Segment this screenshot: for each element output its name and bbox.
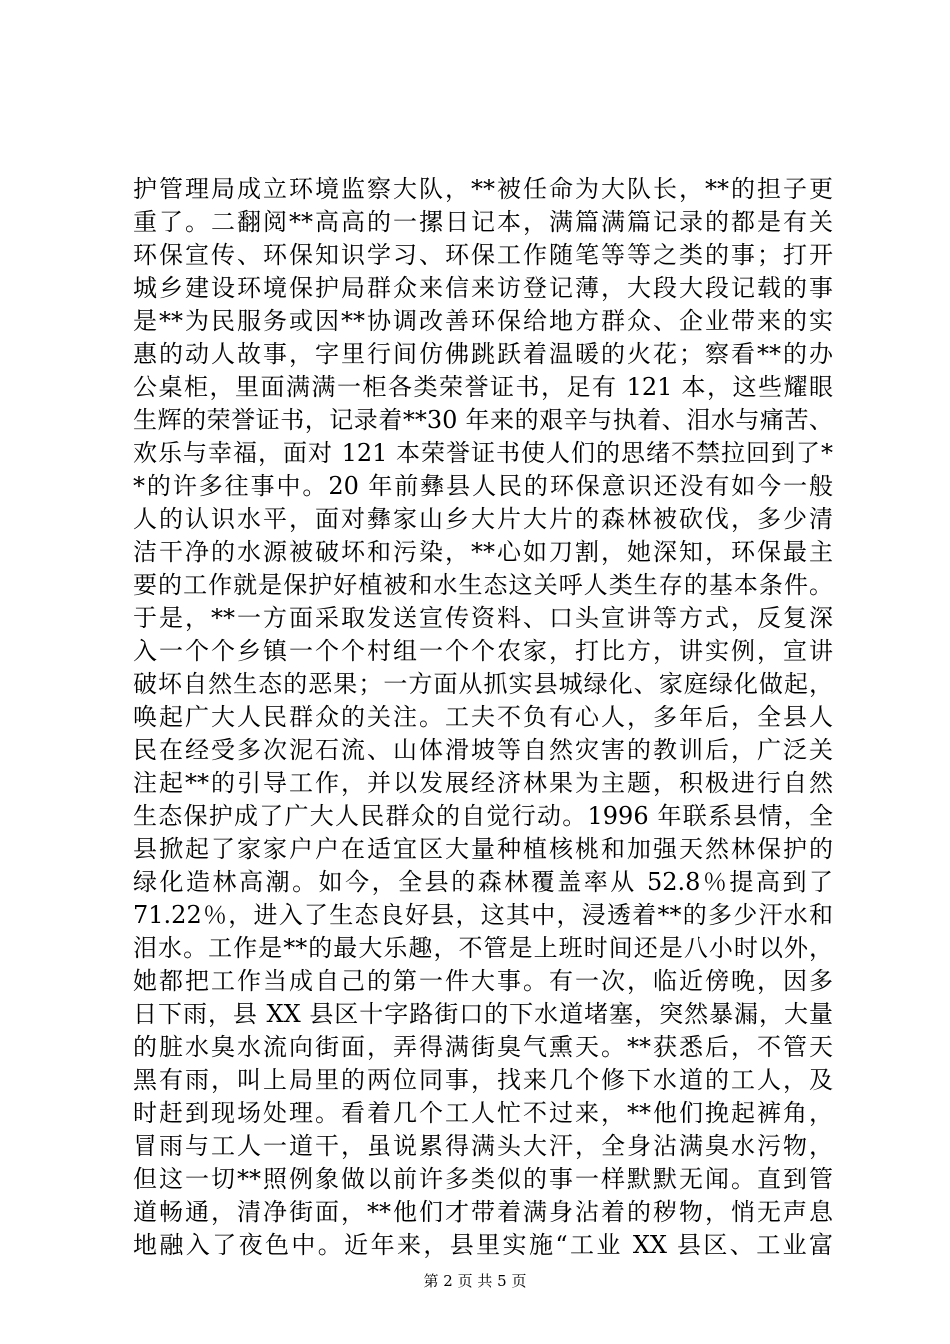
text-line: 人的认识水平，面对彝家山乡大片大片的森林被砍伐，多少清 <box>133 505 833 533</box>
text-line: 注起**的引导工作，并以发展经济林果为主题，积极进行自然 <box>133 769 833 797</box>
text-line: 欢乐与幸福，面对 121 本荣誉证书使人们的思绪不禁拉回到了* <box>133 439 833 467</box>
text-line: 公桌柜，里面满满一柜各类荣誉证书，足有 121 本，这些耀眼 <box>133 373 833 401</box>
text-line: 绿化造林高潮。如今，全县的森林覆盖率从 52.8％提高到了 <box>133 868 833 896</box>
body-text <box>133 173 833 1262</box>
text-line: 环保宣传、环保知识学习、环保工作随笔等等之类的事；打开 <box>133 241 833 269</box>
text-line: 泪水。工作是**的最大乐趣，不管是上班时间还是八小时以外， <box>133 934 833 962</box>
text-line: 民在经受多次泥石流、山体滑坡等自然灾害的教训后，广泛关 <box>133 736 833 764</box>
page-footer <box>0 1271 950 1291</box>
text-line: 是**为民服务或因**协调改善环保给地方群众、企业带来的实 <box>133 307 833 335</box>
text-line: 71.22％，进入了生态良好县，这其中，浸透着**的多少汗水和 <box>133 901 833 929</box>
text-line: 但这一切**照例象做以前许多类似的事一样默默无闻。直到管 <box>133 1165 833 1193</box>
page-number-label: 第 2 页 共 5 页 <box>423 1272 527 1290</box>
text-line: 地融入了夜色中。近年来，县里实施“工业 XX 县区、工业富 <box>133 1231 833 1259</box>
text-line: 道畅通，清净街面，**他们才带着满身沾着的秽物，悄无声息 <box>133 1198 833 1226</box>
text-line: 于是，**一方面采取发送宣传资料、口头宣讲等方式，反复深 <box>133 604 833 632</box>
text-line: 重了。二翻阅**高高的一摞日记本，满篇满篇记录的都是有关 <box>133 208 833 236</box>
text-line: 入一个个乡镇一个个村组一个个农家，打比方，讲实例，宣讲 <box>133 637 833 665</box>
text-line: 要的工作就是保护好植被和水生态这关呼人类生存的基本条件。 <box>133 571 833 599</box>
text-line: *的许多往事中。20 年前彝县人民的环保意识还没有如今一般 <box>133 472 833 500</box>
text-line: 的脏水臭水流向街面，弄得满街臭气熏天。**获悉后，不管天 <box>133 1033 833 1061</box>
text-line: 破坏自然生态的恶果；一方面从抓实县城绿化、家庭绿化做起， <box>133 670 833 698</box>
text-line: 生态保护成了广大人民群众的自觉行动。1996 年联系县情，全 <box>133 802 833 830</box>
text-line: 她都把工作当成自己的第一件大事。有一次，临近傍晚，因多 <box>133 967 833 995</box>
text-line: 县掀起了家家户户在适宜区大量种植核桃和加强天然林保护的 <box>133 835 833 863</box>
text-line: 护管理局成立环境监察大队，**被任命为大队长，**的担子更 <box>133 175 833 203</box>
text-line: 冒雨与工人一道干，虽说累得满头大汗，全身沾满臭水污物， <box>133 1132 833 1160</box>
text-line: 时赶到现场处理。看着几个工人忙不过来，**他们挽起裤角， <box>133 1099 833 1127</box>
text-line: 洁干净的水源被破坏和污染，**心如刀割，她深知，环保最主 <box>133 538 833 566</box>
text-line: 日下雨，县 XX 县区十字路街口的下水道堵塞，突然暴漏，大量 <box>133 1000 833 1028</box>
text-line: 黑有雨，叫上局里的两位同事，找来几个修下水道的工人，及 <box>133 1066 833 1094</box>
text-line: 惠的动人故事，字里行间仿佛跳跃着温暖的火花；察看**的办 <box>133 340 833 368</box>
text-line: 城乡建设环境保护局群众来信来访登记薄，大段大段记载的事 <box>133 274 833 302</box>
text-line: 唤起广大人民群众的关注。工夫不负有心人，多年后，全县人 <box>133 703 833 731</box>
text-line: 生辉的荣誉证书，记录着**30 年来的艰辛与执着、泪水与痛苦、 <box>133 406 833 434</box>
